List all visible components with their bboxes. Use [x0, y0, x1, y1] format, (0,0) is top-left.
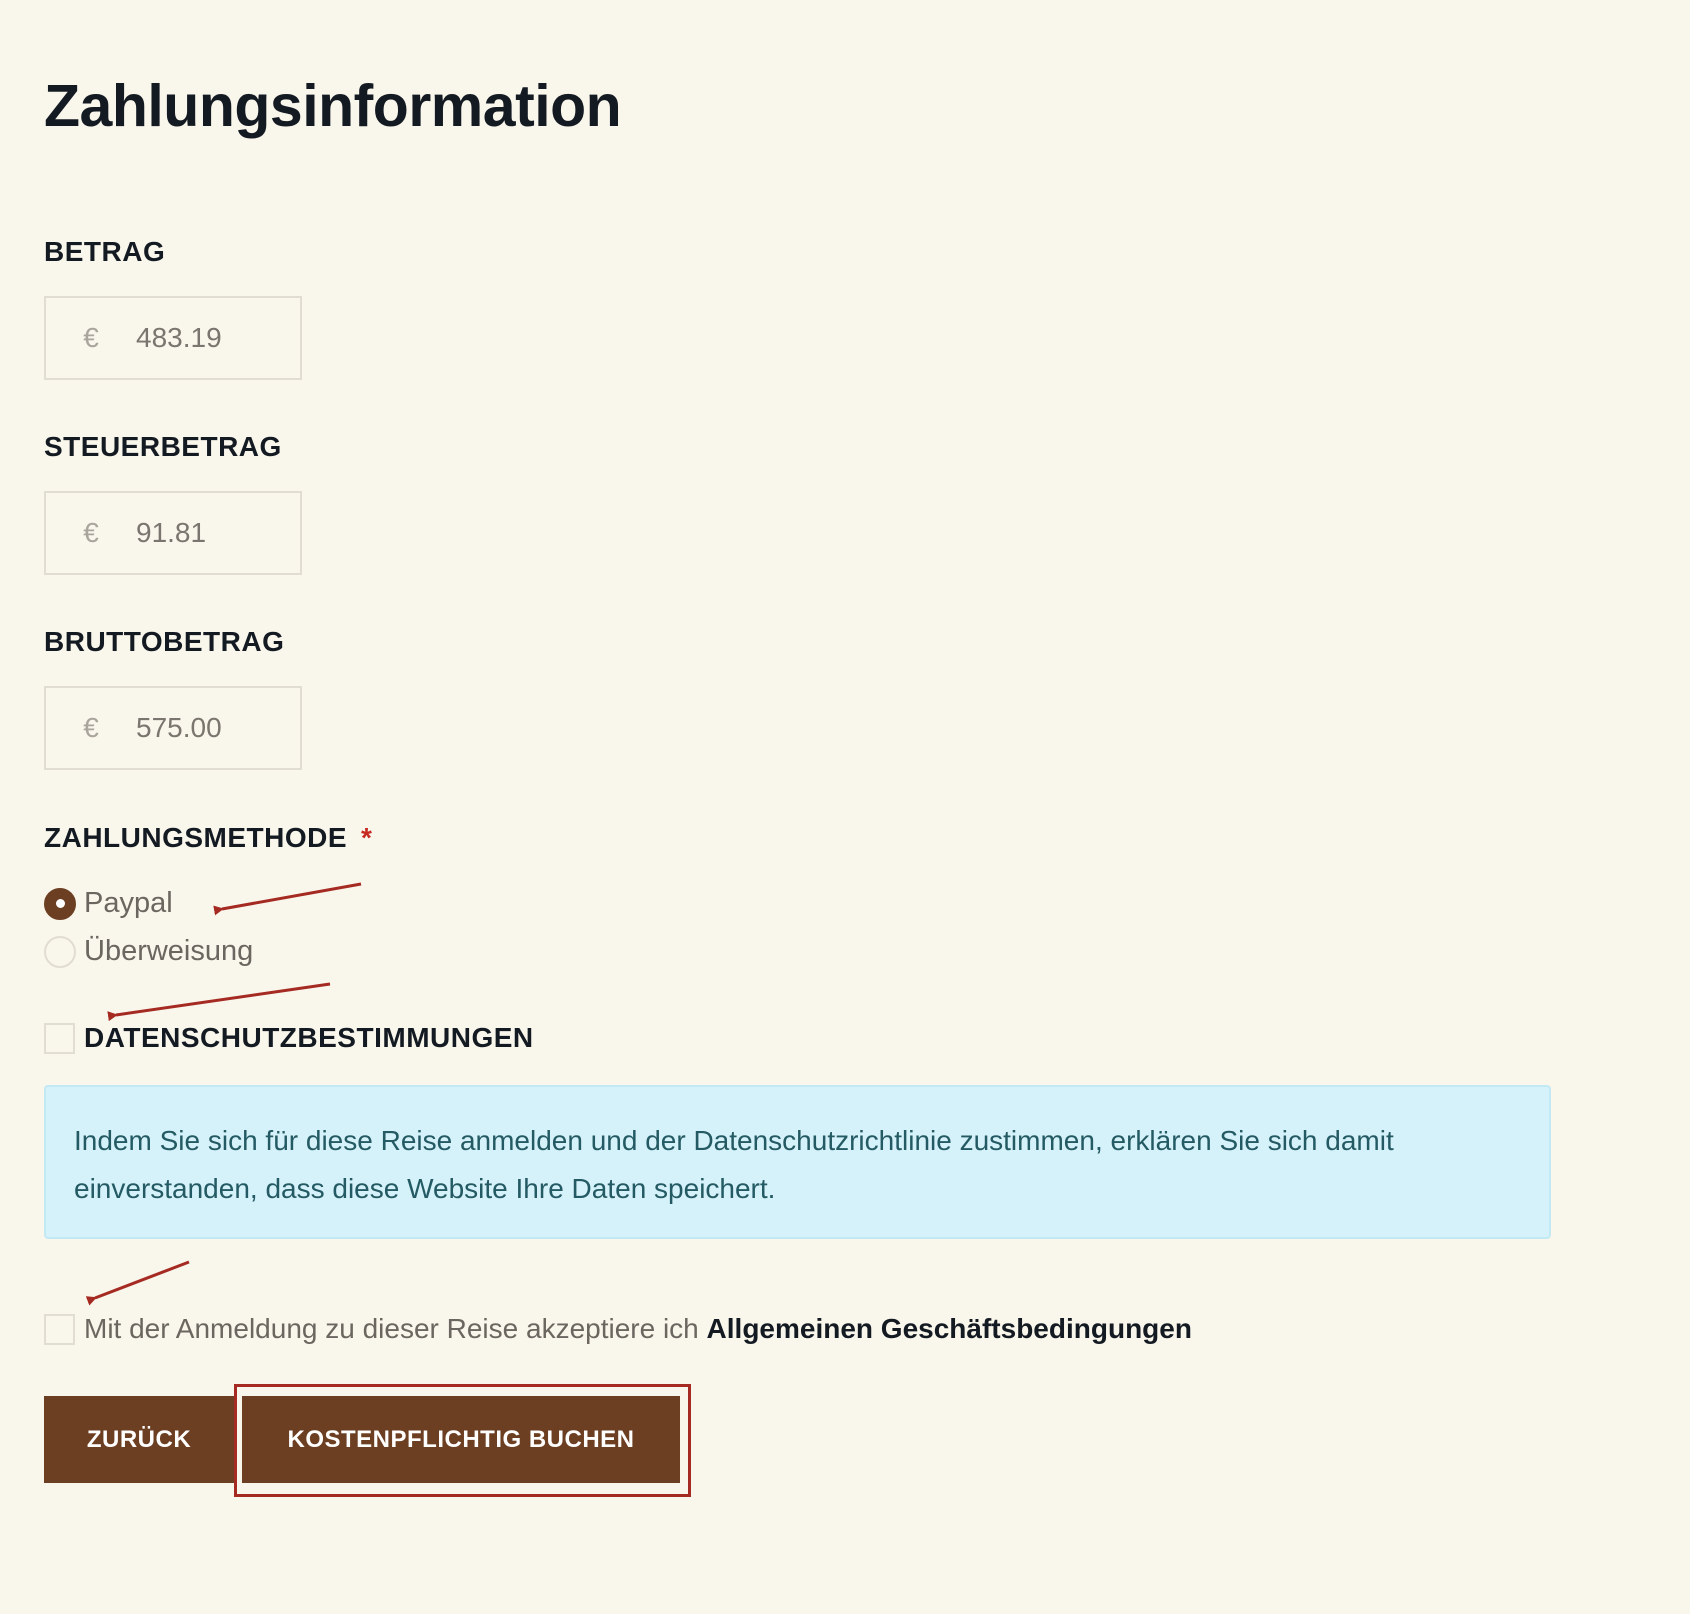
payment-method-label-text: ZAHLUNGSMETHODE [44, 822, 348, 853]
privacy-label: DATENSCHUTZBESTIMMUNGEN [84, 1022, 534, 1053]
tax-amount-label: STEUERBETRAG [44, 431, 282, 462]
arrow-icon [222, 884, 361, 909]
arrow-icon [95, 1262, 189, 1298]
required-marker: * [361, 822, 373, 853]
euro-icon: € [83, 322, 99, 353]
tax-amount-value: 91.81 [136, 517, 207, 548]
back-button[interactable]: ZURÜCK [44, 1396, 234, 1483]
payment-option-label: Paypal [84, 887, 173, 919]
amount-value: 483.19 [136, 322, 222, 353]
book-button[interactable]: KOSTENPFLICHTIG BUCHEN [242, 1396, 680, 1483]
euro-icon: € [83, 517, 99, 548]
euro-icon: € [83, 712, 99, 743]
terms-text: Mit der Anmeldung zu dieser Reise akzeptiere ich [84, 1313, 699, 1344]
payment-option-label: Überweisung [84, 935, 254, 967]
terms-link[interactable]: Allgemeinen Geschäftsbedingungen [706, 1313, 1192, 1344]
arrow-icon [116, 984, 330, 1015]
gross-amount-label: BRUTTOBETRAG [44, 626, 285, 657]
page-title: Zahlungsinformation [44, 73, 622, 139]
gross-amount-value: 575.00 [136, 712, 222, 743]
amount-label: BETRAG [44, 236, 166, 267]
privacy-notice: Indem Sie sich für diese Reise anmelden und der Datenschutzrichtlinie zustimmen, erklären Sie sich damit einverstanden, dass diese Website Ihre Daten speichert. [44, 1085, 1551, 1239]
